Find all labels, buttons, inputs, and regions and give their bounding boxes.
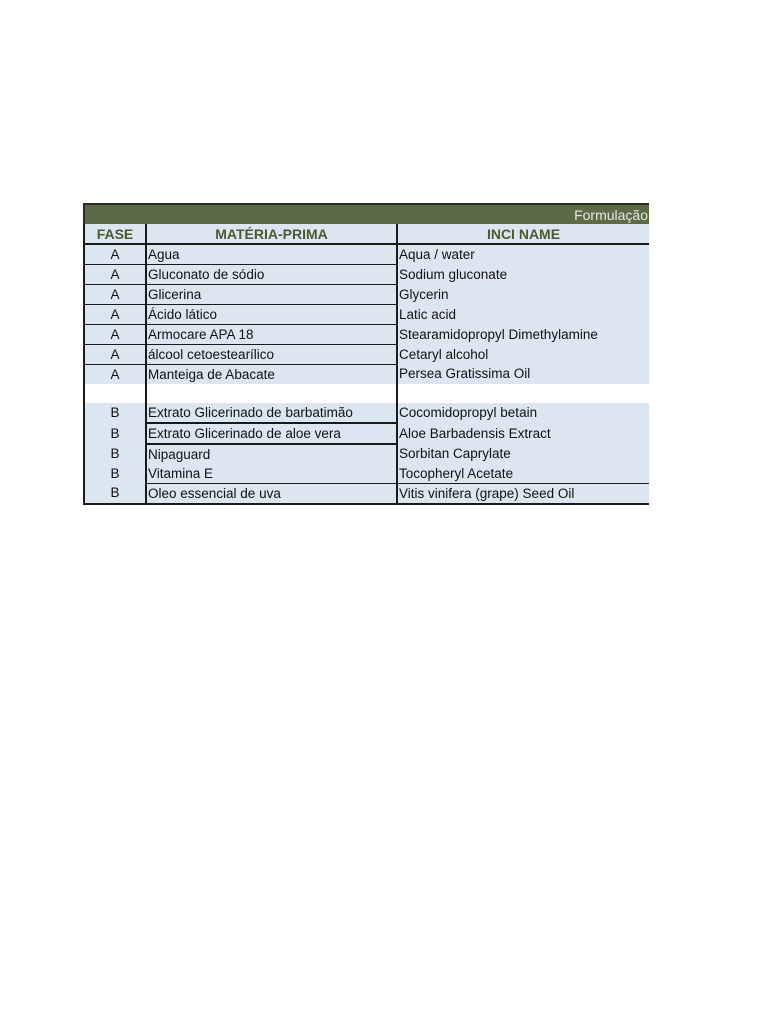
cell-materia-prima: Nipaguard bbox=[146, 444, 397, 464]
cell-inci-name: Cocomidopropyl betain bbox=[397, 403, 649, 423]
title-row bbox=[84, 204, 649, 224]
cell-materia-prima: Glicerina bbox=[146, 285, 397, 305]
table-row bbox=[84, 345, 649, 365]
table-row bbox=[84, 464, 649, 484]
cell-inci-name: Sodium gluconate bbox=[397, 265, 649, 285]
table-row bbox=[84, 423, 649, 444]
table-row bbox=[84, 444, 649, 464]
cell-inci-name: Persea Gratissima Oil bbox=[397, 365, 649, 385]
cell-fase: B bbox=[84, 423, 146, 444]
cell-fase: A bbox=[84, 365, 146, 385]
cell-fase: B bbox=[84, 484, 146, 505]
header-inci-name: INCI NAME bbox=[397, 224, 649, 244]
cell-inci-name: Sorbitan Caprylate bbox=[397, 444, 649, 464]
cell-inci-name: Stearamidopropyl Dimethylamine bbox=[397, 325, 649, 345]
cell-materia-prima: Gluconato de sódio bbox=[146, 265, 397, 285]
table-row bbox=[84, 325, 649, 345]
cell-inci-name: Cetaryl alcohol bbox=[397, 345, 649, 365]
cell-fase: B bbox=[84, 464, 146, 484]
header-fase: FASE bbox=[84, 224, 146, 244]
cell-inci-name: Latic acid bbox=[397, 305, 649, 325]
cell-materia-prima: Ácido lático bbox=[146, 305, 397, 325]
cell-materia-prima: Extrato Glicerinado de barbatimão bbox=[146, 403, 397, 423]
table-row bbox=[84, 365, 649, 385]
header-row bbox=[84, 224, 649, 244]
formulation-table bbox=[83, 203, 649, 505]
empty-cell bbox=[84, 384, 146, 403]
table-row bbox=[84, 285, 649, 305]
empty-cell bbox=[397, 384, 649, 403]
cell-inci-name: Glycerin bbox=[397, 285, 649, 305]
table-row bbox=[84, 403, 649, 423]
cell-fase: B bbox=[84, 444, 146, 464]
cell-fase: A bbox=[84, 285, 146, 305]
cell-inci-name: Aloe Barbadensis Extract bbox=[397, 423, 649, 444]
cell-fase: B bbox=[84, 403, 146, 423]
table-row bbox=[84, 244, 649, 265]
table-row bbox=[84, 265, 649, 285]
table-row bbox=[84, 484, 649, 505]
cell-materia-prima: Vitamina E bbox=[146, 464, 397, 484]
spacer-row bbox=[84, 384, 649, 403]
cell-materia-prima: álcool cetoestearílico bbox=[146, 345, 397, 365]
cell-materia-prima: Extrato Glicerinado de aloe vera bbox=[146, 423, 397, 444]
empty-cell bbox=[146, 384, 397, 403]
table-row bbox=[84, 305, 649, 325]
cell-fase: A bbox=[84, 325, 146, 345]
header-materia-prima: MATÉRIA-PRIMA bbox=[146, 224, 397, 244]
cell-inci-name: Aqua / water bbox=[397, 244, 649, 265]
cell-fase: A bbox=[84, 244, 146, 265]
cell-inci-name: Vitis vinifera (grape) Seed Oil bbox=[397, 484, 649, 505]
cell-inci-name: Tocopheryl Acetate bbox=[397, 464, 649, 484]
cell-fase: A bbox=[84, 265, 146, 285]
cell-materia-prima: Agua bbox=[146, 244, 397, 265]
table-title: Formulação bbox=[84, 204, 649, 224]
cell-fase: A bbox=[84, 305, 146, 325]
cell-materia-prima: Manteiga de Abacate bbox=[146, 365, 397, 385]
cell-materia-prima: Armocare APA 18 bbox=[146, 325, 397, 345]
cell-materia-prima: Oleo essencial de uva bbox=[146, 484, 397, 505]
cell-fase: A bbox=[84, 345, 146, 365]
